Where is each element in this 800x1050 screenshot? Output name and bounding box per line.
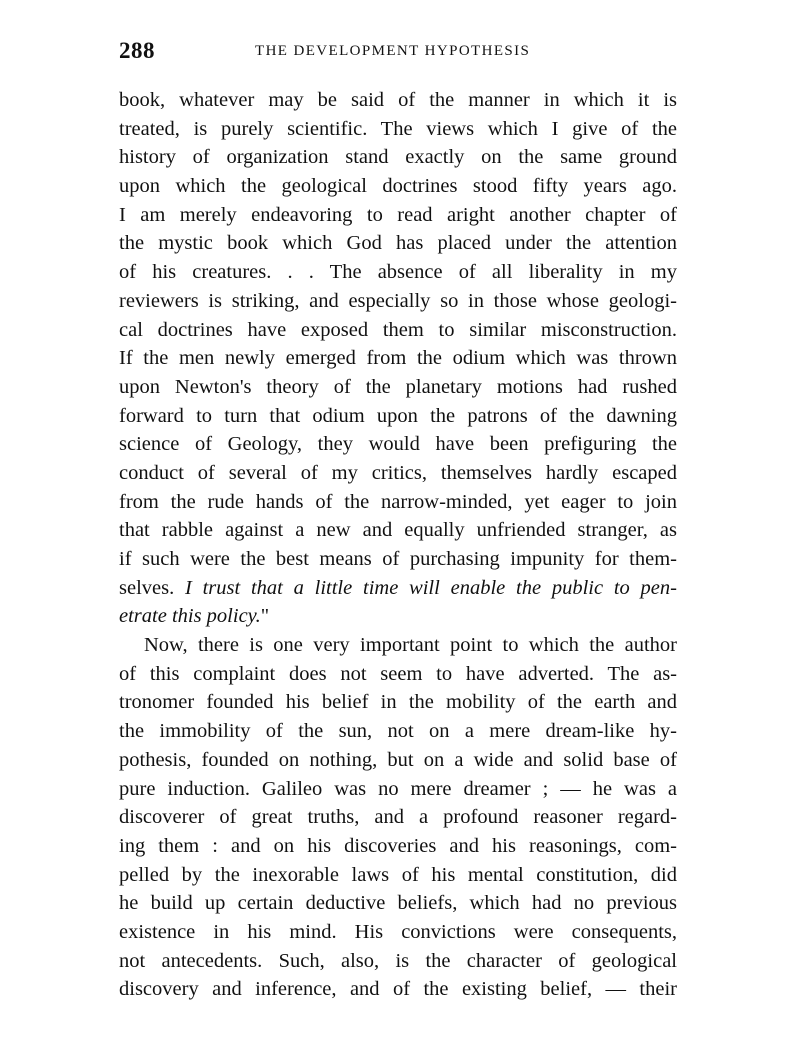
running-head [119,38,677,68]
paragraph [119,631,677,1004]
text-line: upon which the geological doctrines stood fifty years ago. [119,175,677,198]
text-line: conduct of several of my critics, themselves hardly escaped [119,461,677,484]
text-line: Now, there is one very important point to which the author [144,634,677,657]
text-line: not antecedents. Such, also, is the character of geological [119,949,677,972]
text-run: selves. [119,576,185,599]
text-line: he build up certain deductive beliefs, which had no previous [119,892,677,915]
text-line: tronomer founded his belief in the mobility of the earth and [119,691,677,714]
text-line: pure induction. Galileo was no mere dreamer ; — he was a [119,777,677,800]
text-line: from the rude hands of the narrow-minded, yet eager to join [119,490,677,513]
text-line: the immobility of the sun, not on a mere dream-like hy- [119,720,677,743]
page-number: 288 [119,38,155,63]
text-line: I am merely endeavoring to read aright another chapter of [119,203,677,226]
text-line: pelled by the inexorable laws of his mental constitution, did [119,863,677,886]
text-line: upon Newton's theory of the planetary motions had rushed [119,375,677,398]
text-line: If the men newly emerged from the odium which was thrown [119,347,677,370]
italic-quote-run: etrate this policy. [119,605,261,628]
text-line: pothesis, founded on nothing, but on a wide and solid base of [119,748,677,771]
running-title: THE DEVELOPMENT HYPOTHESIS [255,43,531,59]
text-run: " [260,605,270,628]
text-line: ing them : and on his discoveries and his reasonings, com- [119,834,677,857]
text-line [119,574,677,603]
text-line: discovery and inference, and of the existing belief, — their [119,978,677,1001]
text-line: history of organization stand exactly on the same ground [119,146,677,169]
text-line [119,602,677,631]
text-line: book, whatever may be said of the manner in which it is [119,89,677,111]
text-line: that rabble against a new and equally unfriended stranger, as [119,519,677,542]
italic-quote-run: I trust that a little time will enable the public to pen- [185,576,677,599]
text-line: of his creatures. . . The absence of all liberality in my [119,261,677,284]
text-line: reviewers is striking, and especially so in those whose geologi- [119,289,677,312]
text-line: of this complaint does not seem to have adverted. The as- [119,662,677,685]
text-line: the mystic book which God has placed under the attention [119,232,677,255]
text-line: forward to turn that odium upon the patrons of the dawning [119,404,677,427]
text-line: science of Geology, they would have been prefiguring the [119,433,677,456]
text-line: treated, is purely scientific. The views which I give of the [119,117,677,140]
paragraph [119,86,677,631]
text-line: cal doctrines have exposed them to similar misconstruction. [119,318,677,341]
body-text [119,86,677,1004]
text-line: discoverer of great truths, and a profound reasoner regard- [119,806,677,829]
text-line: if such were the best means of purchasing impunity for them- [119,548,677,570]
text-line: existence in his mind. His convictions were consequents, [119,920,677,943]
